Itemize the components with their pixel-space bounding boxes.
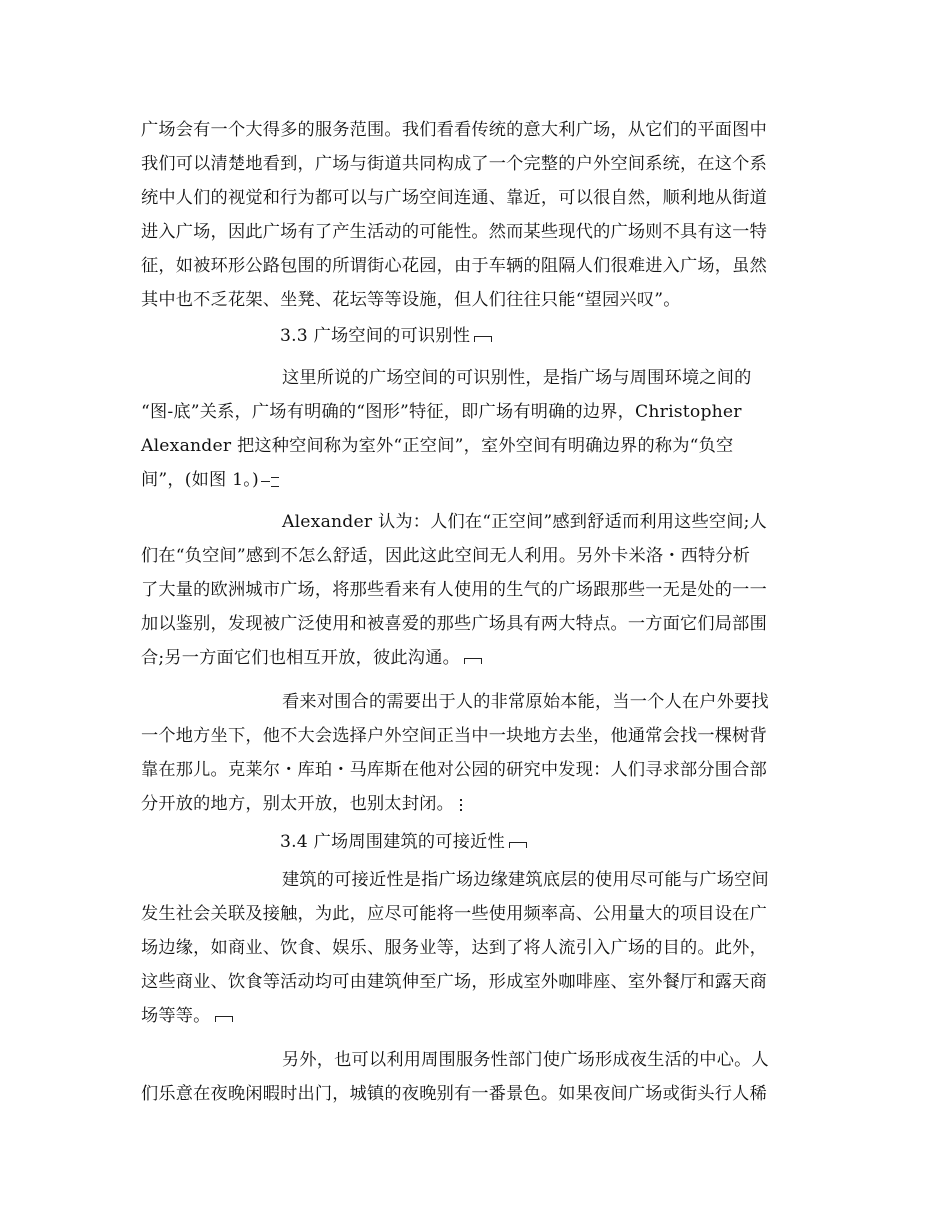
paragraph-4-line-1: 看来对围合的需要出于人的非常原始本能，当一个人在户外要找	[282, 692, 769, 712]
paragraph-3-line-5	[141, 644, 813, 672]
paragraph-mark-icon	[507, 836, 529, 850]
paragraph-2-line-1: 这里所说的广场空间的可识别性，是指广场与周围环境之间的	[282, 368, 752, 388]
paragraph-3-line-1: Alexander 认为：人们在“正空间”感到舒适而利用这些空间;人	[282, 512, 768, 532]
line-break-mark-icon	[261, 474, 283, 488]
paragraph-5-line-5-text: 场等等。	[141, 1006, 211, 1026]
paragraph-2-line-4	[141, 466, 813, 494]
paragraph-1-line-4: 进入广场，因此广场有了产生活动的可能性。然而某些现代的广场则不具有这一特	[141, 222, 767, 242]
paragraph-4-line-4	[141, 790, 813, 818]
ellipsis-mark-icon	[456, 798, 466, 812]
paragraph-5-line-1: 建筑的可接近性是指广场边缘建筑底层的使用尽可能与广场空间	[282, 870, 769, 890]
paragraph-5-line-4: 这些商业、饮食等活动均可由建筑伸至广场，形成室外咖啡座、室外餐厅和露天商	[141, 972, 767, 992]
paragraph-mark-icon	[213, 1010, 235, 1024]
paragraph-5-line-2: 发生社会关联及接触，为此，应尽可能将一些使用频率高、公用量大的项目设在广	[141, 904, 767, 924]
paragraph-1-line-1: 广场会有一个大得多的服务范围。我们看看传统的意大利广场，从它们的平面图中	[141, 120, 767, 140]
paragraph-2-line-3: Alexander 把这种空间称为室外“正空间”，室外空间有明确边界的称为“负空	[141, 436, 734, 456]
paragraph-1-line-3: 统中人们的视觉和行为都可以与广场空间连通、靠近，可以很自然，顺利地从街道	[141, 188, 767, 208]
paragraph-3-line-2: 们在“负空间”感到不怎么舒适，因此这此空间无人利用。另外卡米洛・西特分析	[141, 546, 751, 566]
paragraph-1-line-5: 征，如被环形公路包围的所谓街心花园，由于车辆的阻隔人们很难进入广场，虽然	[141, 256, 767, 276]
paragraph-3-line-5-text: 合;另一方面它们也相互开放，彼此沟通。	[141, 648, 460, 668]
paragraph-6-line-2: 们乐意在夜晚闲暇时出门，城镇的夜晚别有一番景色。如果夜间广场或街头行人稀	[141, 1084, 767, 1104]
paragraph-1-line-2: 我们可以清楚地看到，广场与街道共同构成了一个完整的户外空间系统，在这个系	[141, 154, 767, 174]
paragraph-4-line-3: 靠在那儿。克莱尔・库珀・马库斯在他对公园的研究中发现：人们寻求部分围合部	[141, 760, 767, 780]
paragraph-5-line-5	[141, 1002, 813, 1030]
paragraph-4-line-2: 一个地方坐下，他不大会选择户外空间正当中一块地方去坐，他通常会找一棵树背	[141, 726, 767, 746]
paragraph-4-line-4-text: 分开放的地方，别太开放，也别太封闭。	[141, 794, 454, 814]
paragraph-mark-icon	[472, 330, 494, 344]
paragraph-3-line-3: 了大量的欧洲城市广场，将那些看来有人使用的生气的广场跟那些一无是处的一一	[141, 580, 767, 600]
paragraph-mark-icon	[462, 652, 484, 666]
paragraph-6-line-1: 另外，也可以利用周围服务性部门使广场形成夜生活的中心。人	[282, 1050, 769, 1070]
section-heading-3-3-text: 3.3 广场空间的可识别性	[280, 326, 471, 346]
paragraph-3-line-4: 加以鉴别，发现被广泛使用和被喜爱的那些广场具有两大特点。一方面它们局部围	[141, 614, 767, 634]
section-heading-3-3	[280, 322, 950, 350]
paragraph-5-line-3: 场边缘，如商业、饮食、娱乐、服务业等，达到了将人流引入广场的目的。此外，	[141, 938, 767, 958]
paragraph-2-line-4-text: 间”，(如图 1。)	[141, 470, 259, 490]
paragraph-1-line-6: 其中也不乏花架、坐凳、花坛等等设施，但人们往往只能“望园兴叹”。	[141, 290, 681, 310]
section-heading-3-4	[280, 828, 950, 856]
paragraph-2-line-2: “图-底”关系，广场有明确的“图形”特征，即广场有明确的边界，Christopher	[141, 402, 742, 422]
section-heading-3-4-text: 3.4 广场周围建筑的可接近性	[280, 832, 505, 852]
